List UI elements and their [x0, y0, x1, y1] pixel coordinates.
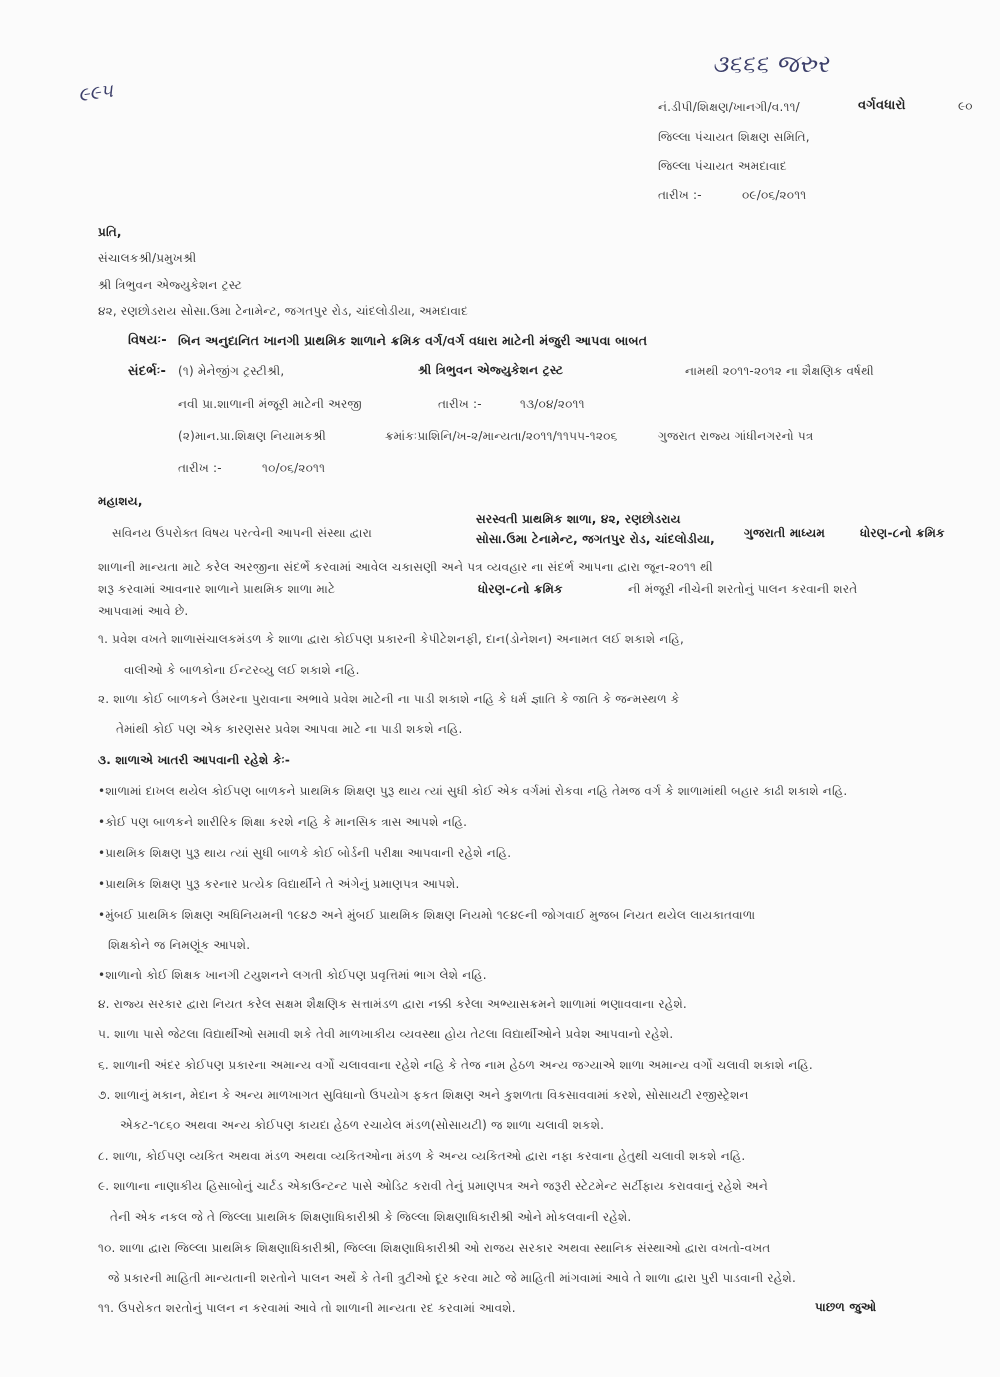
addressee-line2: શ્રી ત્રિભુવન એજ્યુકેશન ટ્રસ્ટ: [98, 278, 243, 292]
para1-line3: શરૂ કરવામાં આવનાર શાળાને પ્રાથમિક શાળા માટે: [98, 582, 336, 596]
condition-2a: ૨. શાળા કોઈ બાળકને ઉંમરના પુરાવાના અભાવે પ્રવેશ માટેની ના પાડી શકાશે નહિ કે ધર્મ જ્ઞાતિ કે જાતિ કે જન્મસ્થળ કે: [98, 692, 680, 706]
addressee-line3: ૪૨, રણછોડરાય સોસા.ઉમા ટેનામેન્ટ, જગતપુર રોડ, ચાંદલોડીયા, અમદાવાદ: [98, 304, 469, 318]
office-name-line1: જિલ્લા પંચાયત શિક્ષણ સમિતિ,: [658, 130, 810, 144]
assurance-bullet-4: •પ્રાથમિક શિક્ષણ પુરૂ કરનાર પ્રત્યેક વિદ્યાર્થીને તે અંગેનું પ્રમાણપત્ર આપશે.: [98, 877, 460, 891]
condition-4: ૪. રાજ્ય સરકાર દ્વારા નિયત કરેલ સક્ષમ શૈક્ષણિક સત્તામંડળ દ્વારા નક્કી કરેલા અભ્યાસક્રમને શાળામાં ભણાવવાના રહેશે.: [98, 997, 687, 1011]
reference-2b: ક્રમાંકઃપ્રાશિનિ/ખ-૨/માન્યતા/૨૦૧૧/૧૧૫૫-૧૨૦૬: [385, 429, 618, 443]
assurance-bullet-3: •પ્રાથમિક શિક્ષણ પુરૂ થાય ત્યાં સુધી બાળકે કોઈ બોર્ડની પરીક્ષા આપવાની રહેશે નહિ.: [98, 846, 512, 860]
condition-6: ૬. શાળાની અંદર કોઈપણ પ્રકારના અમાન્ય વર્ગો ચલાવવાના રહેશે નહિ કે તેજ નામ હેઠળ અન્ય જગ્યાએ શાળા અમાન્ય વર્ગો ચલાવી શકાશે નહિ.: [98, 1058, 813, 1072]
medium: ગુજરાતી માધ્યમ: [744, 526, 826, 540]
para1-start: સવિનય ઉપરોક્ત વિષય પરત્વેની આપની સંસ્થા દ્વારા: [112, 526, 372, 540]
class-increase-tag: વર્ગવધારો: [858, 98, 906, 113]
handwritten-side-number: ૯૯૫: [76, 79, 115, 107]
reference-1-date: ૧૩/૦૪/૨૦૧૧: [520, 397, 585, 411]
assurance-bullet-5b: શિક્ષકોને જ નિમણૂંક આપશે.: [108, 938, 251, 952]
subject-label: વિષયઃ-: [128, 333, 167, 348]
salutation: મહાશય,: [98, 494, 143, 508]
condition-3-heading: ૩. શાળાએ ખાતરી આપવાની રહેશે કેઃ-: [98, 753, 291, 767]
reference-2c: ગુજરાત રાજ્ય ગાંધીનગરનો પત્ર: [658, 429, 814, 443]
subject-text: બિન અનુદાનિત ખાનગી પ્રાથમિક શાળાને ક્રમિક વર્ગ/વર્ગ વધારા માટેની મંજુરી આપવા બાબત: [178, 333, 648, 348]
addressee-line1: સંચાલકશ્રી/પ્રમુખશ્રી: [98, 251, 197, 265]
condition-1a: ૧. પ્રવેશ વખતે શાળાસંચાલકમંડળ કે શાળા દ્વારા કોઈપણ પ્રકારની કેપીટેશનફી, દાન(ડોનેશન) અનામત લઈ શકાશે નહિ,: [98, 632, 684, 646]
condition-8: ૮. શાળા, કોઈપણ વ્યકિત અથવા મંડળ અથવા વ્યકિતઓના મંડળ કે અન્ય વ્યકિતઓ દ્વારા નફા કરવાના હેતુથી ચલાવી શકશે નહિ.: [98, 1149, 746, 1163]
class-increase-tag-number: ૯૦: [958, 99, 973, 113]
para1-line2: શાળાની માન્યતા માટે કરેલ અરજીના સંદર્ભે કરવામાં આવેલ ચકાસણી અને પત્ર વ્યવહાર ના સંદર્ભ આપના દ્વારા જૂન-૨૦૧૧ થી: [98, 560, 713, 574]
reference-2-date-label: તારીખ :-: [178, 461, 222, 475]
school-name-line1: સરસ્વતી પ્રાથમિક શાળા, ૪૨, રણછોડરાય: [476, 512, 681, 526]
condition-1b: વાલીઓ કે બાળકોના ઈન્ટરવ્યુ લઈ શકાશે નહિ.: [124, 663, 360, 677]
office-name-line2: જિલ્લા પંચાયત અમદાવાદ: [658, 159, 787, 173]
standard: ધોરણ-૮નો ક્રમિક: [860, 526, 945, 540]
reference-number: નં.ડીપી/શિક્ષણ/ખાનગી/વ.૧૧/: [658, 100, 800, 114]
reference-1-date-label: તારીખ :-: [438, 397, 482, 411]
reference-2-date: ૧૦/૦૬/૨૦૧૧: [262, 461, 326, 475]
condition-9b: તેની એક નકલ જે તે જિલ્લા પ્રાથમિક શિક્ષણાધિકારીશ્રી કે જિલ્લા શિક્ષણાધિકારીશ્રી ઓને મોકલવાની રહેશે.: [110, 1210, 632, 1224]
assurance-bullet-6: •શાળાનો કોઈ શિક્ષક ખાનગી ટયુશનને લગતી કોઈપણ પ્રવૃત્તિમાં ભાગ લેશે નહિ.: [98, 968, 487, 982]
handwritten-inward-number: ૩૬૬૬ જરુર: [712, 50, 829, 78]
condition-2b: તેમાંથી કોઈ પણ એક કારણસર પ્રવેશ આપવા માટે ના પાડી શકશે નહિ.: [116, 722, 463, 736]
letter-date: ૦૯/૦૬/૨૦૧૧: [742, 188, 807, 202]
reference-1-trust: શ્રી ત્રિભુવન એજ્યુકેશન ટ્રસ્ટ: [418, 363, 564, 377]
reference-1c: નામથી ૨૦૧૧-૨૦૧૨ ના શૈક્ષણિક વર્ષથી: [685, 364, 874, 378]
please-turn-over: પાછળ જુઓ: [815, 1300, 877, 1314]
assurance-bullet-5a: •મુંબઈ પ્રાથમિક શિક્ષણ અધિનિયમની ૧૯૪૭ અને મુંબઈ પ્રાથમિક શિક્ષણ નિયમો ૧૯૪૯ની જોગવાઈ મુજબ નિયત થયેલ લાયકાતવાળા: [98, 908, 756, 922]
assurance-bullet-2: •કોઈ પણ બાળકને શારીરિક શિક્ષા કરશે નહિ કે માનસિક ત્રાસ આપશે નહિ.: [98, 815, 468, 829]
condition-9a: ૯. શાળાના નાણાકીય હિસાબોનું ચાર્ટડ એકાઉન્ટન્ટ પાસે ઓડિટ કરાવી તેનું પ્રમાણપત્ર અને જરૂરી સ્ટેટમેન્ટ સર્ટીફાય કરાવવાનું રહેશે અને: [98, 1179, 768, 1193]
condition-11: ૧૧. ઉપરોકત શરતોનું પાલન ન કરવામાં આવે તો શાળાની માન્યતા રદ કરવામાં આવશે.: [98, 1301, 516, 1315]
para1-line3-rest: ની મંજૂરી નીચેની શરતોનું પાલન કરવાની શરતે: [628, 582, 858, 596]
condition-10b: જે પ્રકારની માહિતી માન્યતાની શરતોને પાલન અર્થે કે તેની ત્રુટીઓ દૂર કરવા માટે જે માહિતી માંગવામાં આવે તે શાળા દ્વારા પુરી પાડવાની રહેશે.: [108, 1271, 796, 1285]
reference-2a: (૨)માન.પ્રા.શિક્ષણ નિયામકશ્રી: [178, 429, 327, 443]
letter-date-label: તારીખ :-: [658, 188, 702, 202]
condition-7b: એકટ-૧૮૬૦ અથવા અન્ય કોઈપણ કાયદા હેઠળ રચાયેલ મંડળ(સોસાયટી) જ શાળા ચલાવી શકશે.: [120, 1118, 605, 1132]
reference-label: સંદર્ભઃ-: [128, 364, 167, 379]
to-label: પ્રતિ,: [98, 225, 122, 239]
condition-7a: ૭. શાળાનું મકાન, મેદાન કે અન્ય માળખાગત સુવિધાનો ઉપયોગ ફકત શિક્ષણ અને કુશળતા વિકસાવવામાં કરશે, સોસાયટી રજીસ્ટ્રેશન: [98, 1088, 749, 1102]
reference-1d: નવી પ્રા.શાળાની મંજૂરી માટેની અરજી: [178, 397, 362, 411]
assurance-bullet-1: •શાળામાં દાખલ થયેલ કોઈપણ બાળકને પ્રાથમિક શિક્ષણ પુરૂ થાય ત્યાં સુધી કોઈ એક વર્ગમાં રોકવા નહિ તેમજ વર્ગ કે શાળામાંથી બહાર કાઢી શકાશે નહિ.: [98, 784, 848, 798]
reference-1a: (૧) મેનેજીંગ ટ્રસ્ટીશ્રી,: [178, 364, 285, 378]
condition-10a: ૧૦. શાળા દ્વારા જિલ્લા પ્રાથમિક શિક્ષણાધિકારીશ્રી, જિલ્લા શિક્ષણાધિકારીશ્રી ઓ રાજય સરકાર અથવા સ્થાનિક સંસ્થાઓ દ્વારા વખતો-વખત: [98, 1241, 771, 1255]
para1-standard: ધોરણ-૮નો ક્રમિક: [478, 582, 563, 596]
school-name-line2: સોસા.ઉમા ટેનામેન્ટ, જગતપુર રોડ, ચાંદલોડીયા,: [476, 532, 715, 546]
para1-line4: આપવામાં આવે છે.: [98, 604, 189, 618]
condition-5: ૫. શાળા પાસે જેટલા વિદ્યાર્થીઓ સમાવી શકે તેવી માળખાકીય વ્યવસ્થા હોય તેટલા વિદ્યાર્થીઓને પ્રવેશ આપવાનો રહેશે.: [98, 1027, 674, 1041]
